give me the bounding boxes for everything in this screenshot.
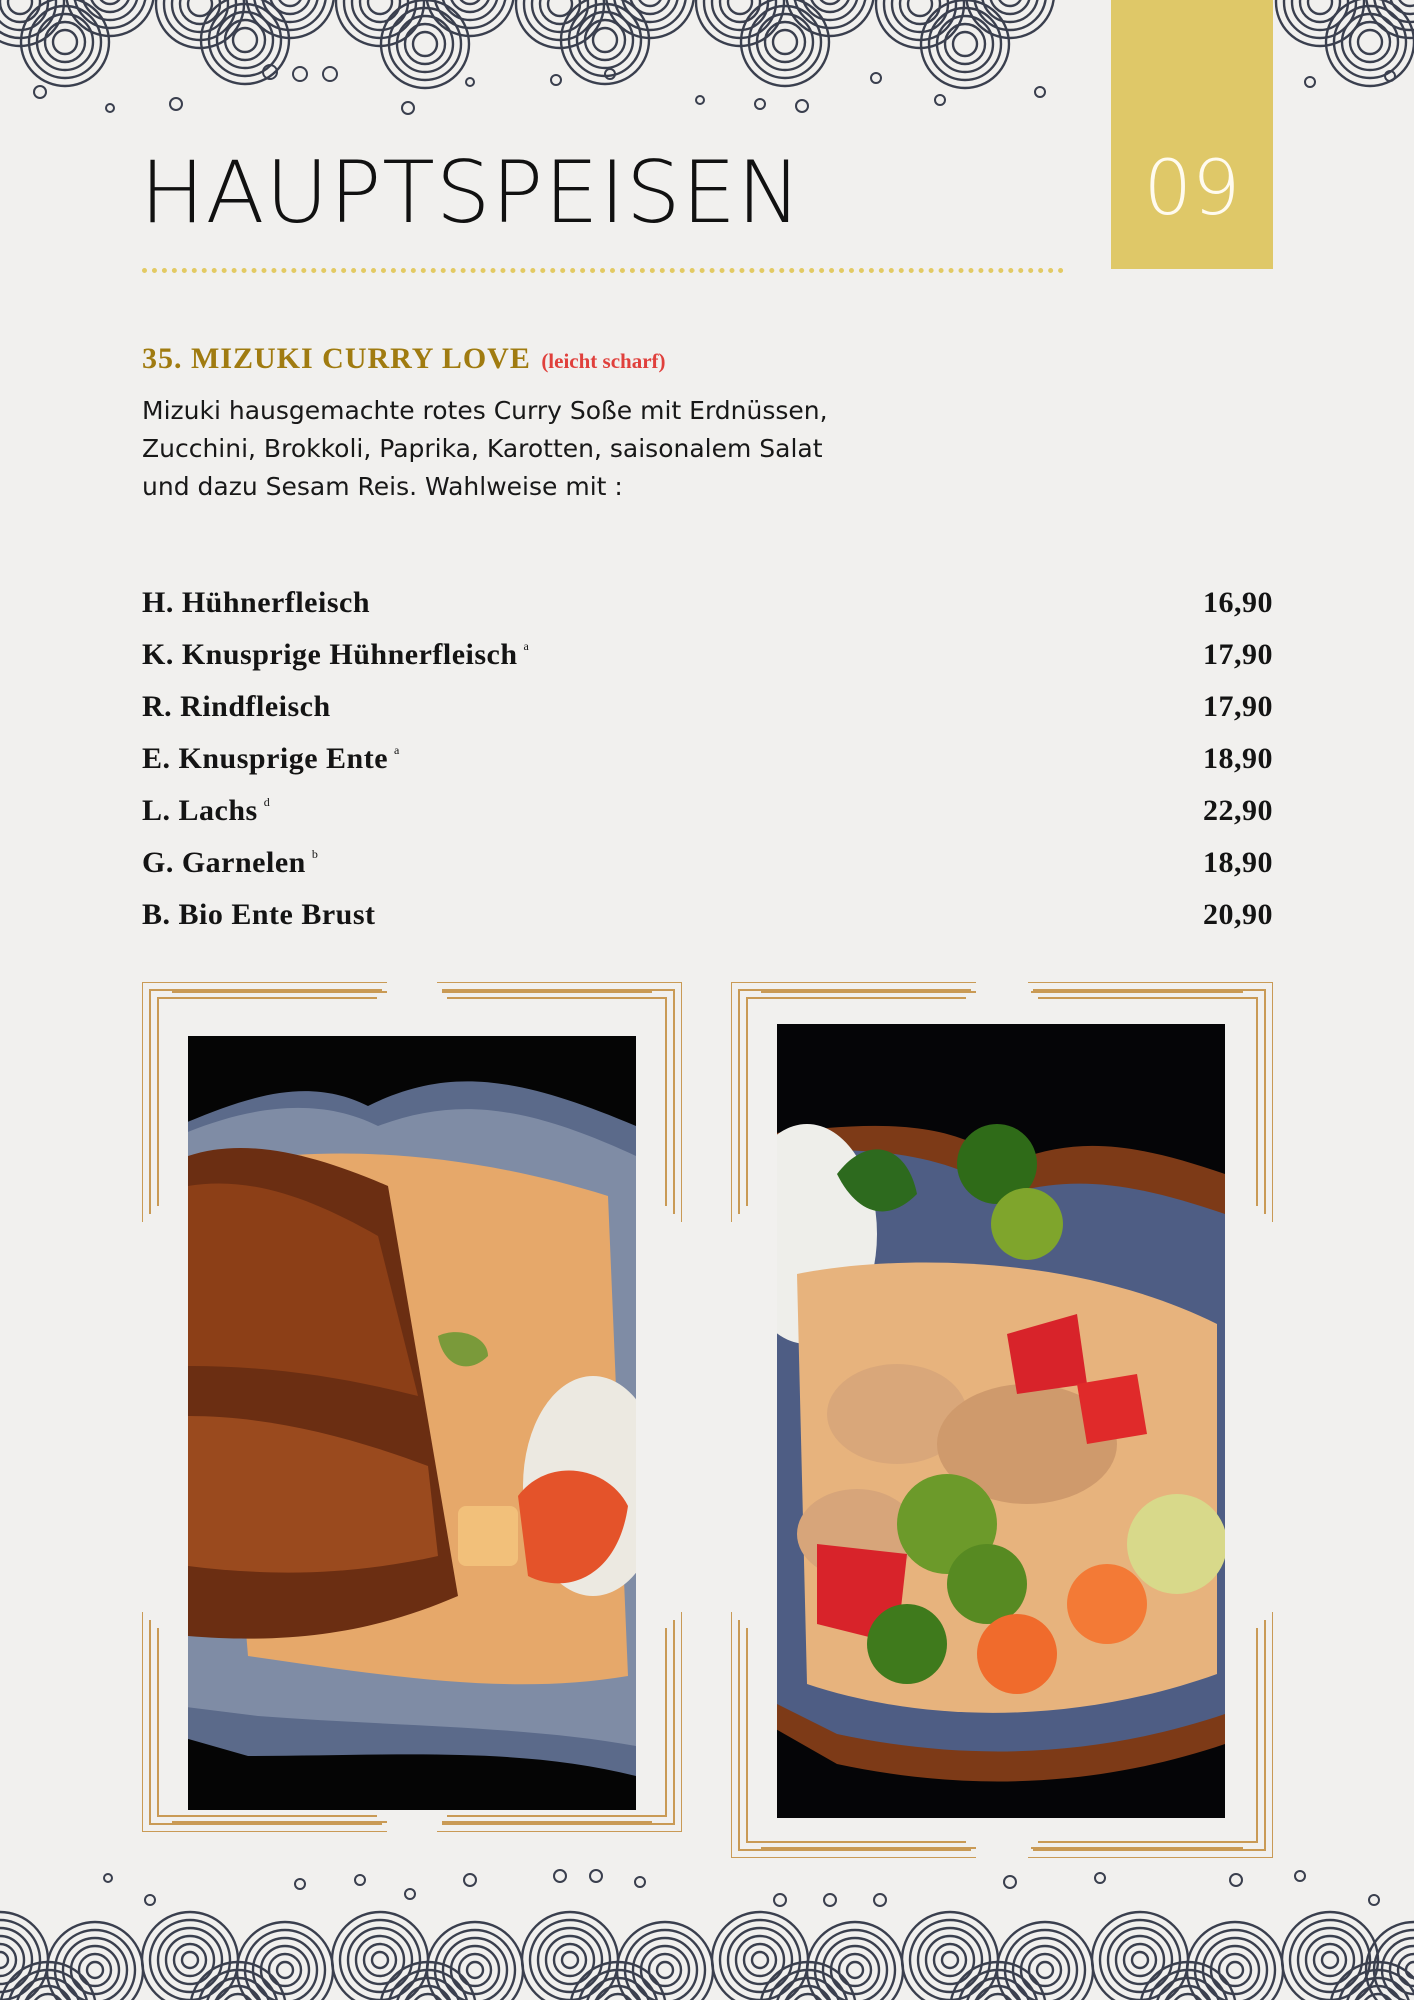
spicy-note: (leicht scharf) [541, 349, 666, 373]
chicken-vegetable-curry-photo [777, 1024, 1225, 1818]
dish-name: 35. MIZUKI CURRY LOVE [142, 342, 531, 375]
description-line: und dazu Sesam Reis. Wahlweise mit : [142, 472, 623, 501]
option-label: H. Hühnerfleisch [142, 586, 371, 619]
allergen-mark: a [523, 639, 530, 653]
option-label-wrap [142, 586, 376, 620]
crispy-chicken-curry-photo [188, 1036, 636, 1810]
option-label-wrap [142, 742, 400, 776]
option-row [142, 690, 1273, 742]
title-divider [142, 268, 1064, 273]
option-label-wrap [142, 846, 318, 880]
page-number: 09 [1143, 143, 1241, 232]
curry-dish-illustration [188, 1036, 636, 1810]
option-price: 17,90 [1203, 638, 1273, 671]
option-label-wrap [142, 898, 382, 932]
option-label: K. Knusprige Hühnerfleisch [142, 638, 518, 671]
page-title: HAUPTSPEISEN [140, 143, 803, 243]
curry-dish-illustration [777, 1024, 1225, 1818]
photo-frame-right [731, 982, 1273, 1858]
allergen-mark: d [263, 795, 271, 809]
description-line: Mizuki hausgemachte rotes Curry Soße mit Erdnüssen, [142, 396, 828, 425]
option-price: 18,90 [1203, 742, 1273, 775]
option-label: R. Rindfleisch [142, 690, 331, 723]
allergen-mark: b [311, 847, 319, 861]
option-row [142, 898, 1273, 950]
option-price: 22,90 [1203, 794, 1273, 827]
option-row [142, 846, 1273, 898]
option-label: G. Garnelen [142, 846, 306, 879]
dish-description [142, 392, 902, 506]
option-price: 18,90 [1203, 846, 1273, 879]
option-row [142, 638, 1273, 690]
option-label-wrap [142, 690, 337, 724]
option-label-wrap [142, 794, 270, 828]
decorative-wave-pattern-bottom [0, 1860, 1414, 2000]
protein-options-list [142, 586, 1273, 950]
option-row [142, 794, 1273, 846]
description-line: Zucchini, Brokkoli, Paprika, Karotten, saisonalem Salat [142, 434, 823, 463]
option-label: B. Bio Ente Brust [142, 898, 376, 931]
allergen-mark: a [394, 743, 400, 757]
option-row [142, 586, 1273, 638]
option-label: E. Knusprige Ente [142, 742, 389, 775]
page-number-tab [1111, 0, 1273, 269]
option-row [142, 742, 1273, 794]
photo-frame-left [142, 982, 682, 1832]
option-price: 16,90 [1203, 586, 1273, 619]
option-label: L. Lachs [142, 794, 258, 827]
option-price: 20,90 [1203, 898, 1273, 931]
option-label-wrap [142, 638, 529, 672]
dish-heading [142, 342, 666, 376]
option-price: 17,90 [1203, 690, 1273, 723]
